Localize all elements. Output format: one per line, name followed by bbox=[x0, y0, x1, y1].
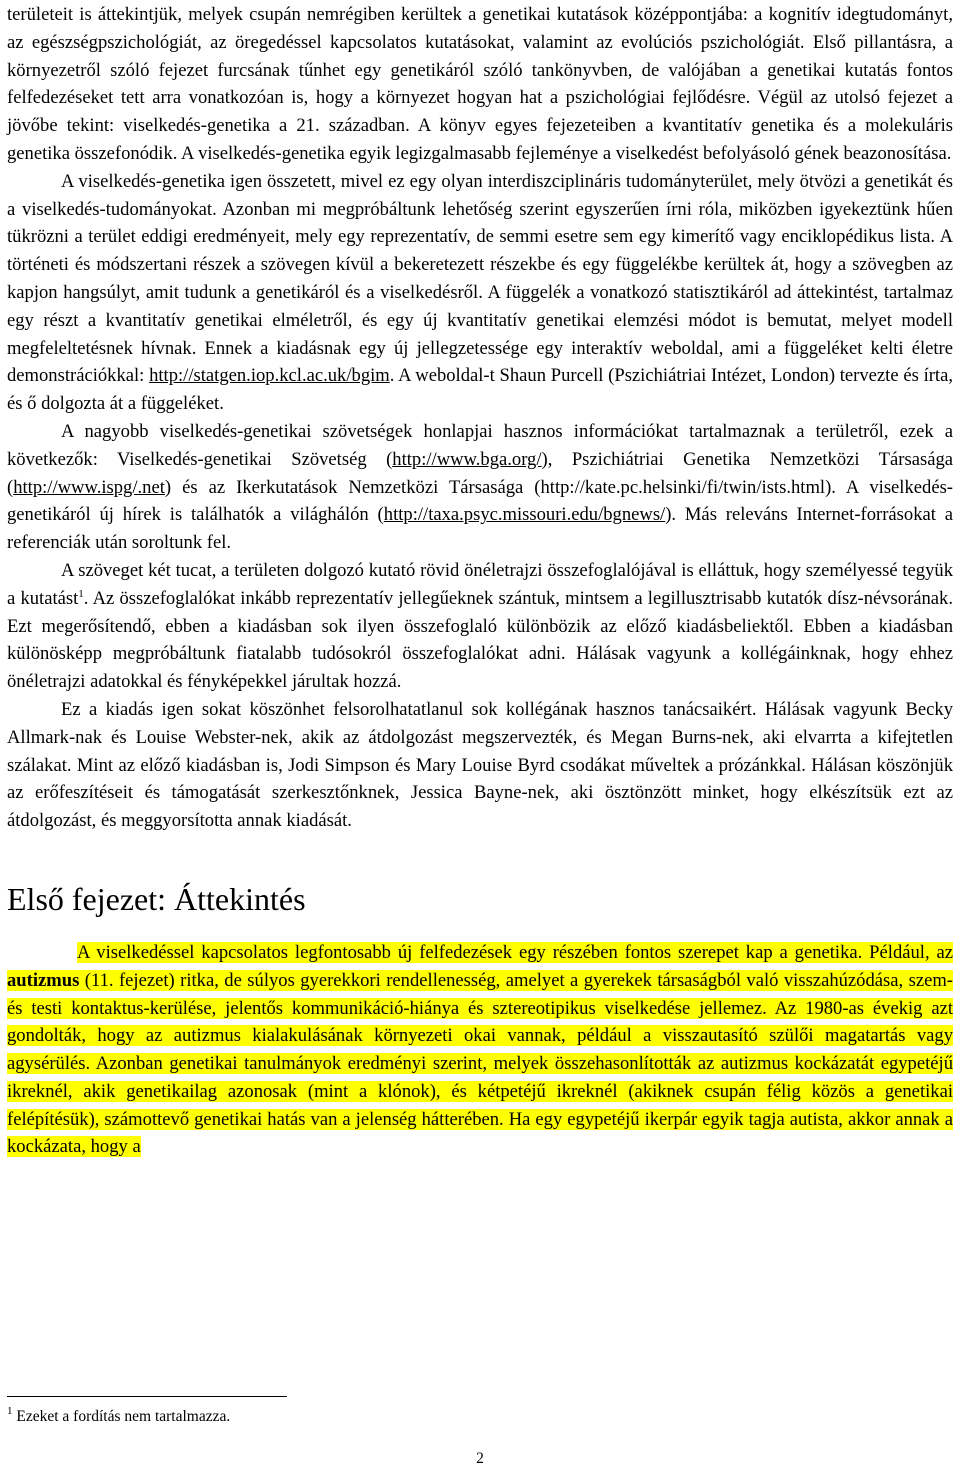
statgen-link[interactable]: http://statgen.iop.kcl.ac.uk/bgim bbox=[149, 365, 390, 387]
footnote-reference[interactable]: 1 bbox=[78, 587, 84, 600]
chapter-heading: Első fejezet: Áttekintés bbox=[7, 880, 306, 917]
page-number: 2 bbox=[476, 1450, 484, 1467]
paragraph-text: A nagyobb viselkedés-genetikai szövetségek honlapjai hasznos információkat tartalmaznak a területről, ezek a következők: Viselkedés-genetikai Szövetség ( bbox=[7, 420, 953, 470]
body-paragraph-5 bbox=[7, 696, 953, 835]
highlighted-paragraph bbox=[7, 939, 953, 1161]
paragraph-text: ) és az Ikerkutatások Nemzetközi Társasága (http://kate.pc.helsinki/fi/twin/ists.html). A viselkedés-genetikáról új hírek is találhatók a világhálón ( bbox=[7, 476, 953, 526]
paragraph-text: A viselkedés-genetika igen összetett, mivel ez egy olyan interdiszciplináris tudományterület, mely ötvözi a genetikát és a viselkedés-tudományokat. Azonban mi megpróbáltunk lehetőség szerint egyszerűen írni róla, miközben igyekeztünk hűen tükrözni a terület eddigi eredményeit, mely egy reprezentatív, de semmi esetre sem egy kimerítő vagy enciklopédikus lista. A történeti és módszertani részek a szövegen kívül a bekeretezett részekbe és egy függelékbe kerültek át, hogy a szövegben az kapjon hangsúlyt, amit tudunk a genetikáról és a viselkedésről. A függelék a vonatkozó statisztikáról ad áttekintést, tartalmaz egy részt a kvantitatív genetikai elméletről, és egy új kvantitatív genetikai elemzési módot is bemutat, melyet modell megfeleltetésnek hívnak. Ennek a kiadásnak egy új jellegzetessége egy interaktív weboldal, ami a függeléket kelti életre demonstrációkkal: bbox=[7, 170, 953, 387]
highlighted-text: A viselkedéssel kapcsolatos legfontosabb új felfedezések egy részében fontos szerepet kap a genetika. Például, az bbox=[77, 941, 953, 963]
body-paragraph-3 bbox=[7, 418, 953, 557]
paragraph-text: . Az összefoglalókat inkább reprezentatív jellegűeknek szántuk, mintsem a legillusztrisabb kutatók dísz-névsorának. Ezt megerősítendő, ebben a kiadásban sok ilyen összefoglaló különbözik az előző kiadásbeliektől. Ebben a kiadásban különösképp megpróbáltunk fiatalabb tudósokról összefoglalókat adni. Hálásak vagyunk a kollégáinknak, hogy ehhez önéletrajzi adatokkal és fényképekkel járultak hozzá. bbox=[7, 587, 954, 693]
highlighted-text: (11. fejezet) ritka, de súlyos gyerekkori rendellenesség, amelyet a gyerekek társaságból való visszahúzódása, szem- és testi kontaktus-kerülése, jelentős kommunikáció-hiánya és sztereotipikus viselkedése jellemez. Az 1980-as évekig azt gondolták, hogy az autizmus kialakulásának környezeti okai vannak, például a visszautasító szülői magatartás vagy agysérülés. Azonban genetikai tanulmányok eredményi szerint, melyek összehasonlították az autizmus kockázatát egypetéjű ikreknél, akik genetikailag azonosak (mint a klónok), és kétpetéjű ikreknél (akiknek csupán félig közös a genetikai felépítésük), számottevő genetikai hatás van a jelenség hátterében. Ha egy egypetéjű ikerpár egyik tagja autista, akkor annak a kockázata, hogy a bbox=[7, 969, 953, 1158]
footnote-text: Ezeket a fordítás nem tartalmazza. bbox=[12, 1408, 231, 1425]
paragraph-text: Ez a kiadás igen sokat köszönhet felsorolhatatlanul sok kollégának hasznos tanácsaikért. Hálásak vagyunk Becky Allmark-nak és Louise Webster-nek, akik az átdolgozást megszervezték, és Megan Burns-nek, aki elvarrta a kifejtetlen szálakat. Mint az előző kiadásban is, Jodi Simpson és Mary Louise Byrd csodákat műveltek a prózánkkal. Hálásan köszönjük az erőfeszítéseit és támogatását szerkesztőnknek, Jessica Bayne-nek, aki ösztönzött minket, hogy elkészítsük ezt az átdolgozást, és meggyorsította annak kiadását. bbox=[7, 698, 953, 832]
paragraph-text: ), Pszichiátriai Genetika Nemzetközi Társasága ( bbox=[7, 448, 953, 498]
body-paragraph-1 bbox=[7, 1, 953, 168]
bga-link[interactable]: http://www.bga.org/ bbox=[392, 448, 542, 470]
highlighted-bold-term: autizmus bbox=[7, 969, 80, 991]
paragraph-text: területeit is áttekintjük, melyek csupán nemrégiben kerültek a genetikai kutatások középpontjába: a kognitív idegtudományt, az egészségpszichológiát, az öregedéssel kapcsolatos kutatásokat, valamint az evolúciós pszichológiát. Első pillantásra, a környezetről szóló fejezet furcsának tűnhet egy genetikáról szóló tankönyvben, de valójában a genetikai kutatás fontos felfedezéseket tett arra vonatkozóan is, hogy a környezet hogyan hat a pszichológiai fejlődésre. Végül az utolsó fejezet a jövőbe tekint: viselkedés-genetika a 21. században. A könyv egyes fejezeteiben a kvantitatív genetika és a molekuláris genetika összefonódik. A viselkedés-genetika egyik legizgalmasabb fejleménye a viselkedést befolyásoló gének beazonosítása. bbox=[7, 4, 953, 164]
footnote bbox=[7, 1407, 230, 1427]
document-page bbox=[7, 0, 953, 1161]
paragraph-text: A szöveget két tucat, a területen dolgozó kutató rövid önéletrajzi összefoglalójával is elláttuk, hogy személyessé tegyük a kutatást bbox=[7, 559, 953, 609]
paragraph-text: . A weboldal-t Shaun Purcell (Pszichiátriai Intézet, London) tervezte és írta, és ő dolgozta át a függeléket. bbox=[7, 365, 953, 415]
footnote-separator bbox=[7, 1396, 287, 1397]
paragraph-text: ). Más releváns Internet-forrásokat a referenciák után soroltunk fel. bbox=[7, 504, 953, 554]
footnote-marker: 1 bbox=[7, 1405, 13, 1417]
body-paragraph-2 bbox=[7, 168, 953, 418]
bgnews-link[interactable]: http://taxa.psyc.missouri.edu/bgnews/ bbox=[383, 504, 666, 526]
body-paragraph-4 bbox=[7, 557, 953, 696]
ispg-link[interactable]: http://www.ispg/.net bbox=[13, 476, 165, 498]
